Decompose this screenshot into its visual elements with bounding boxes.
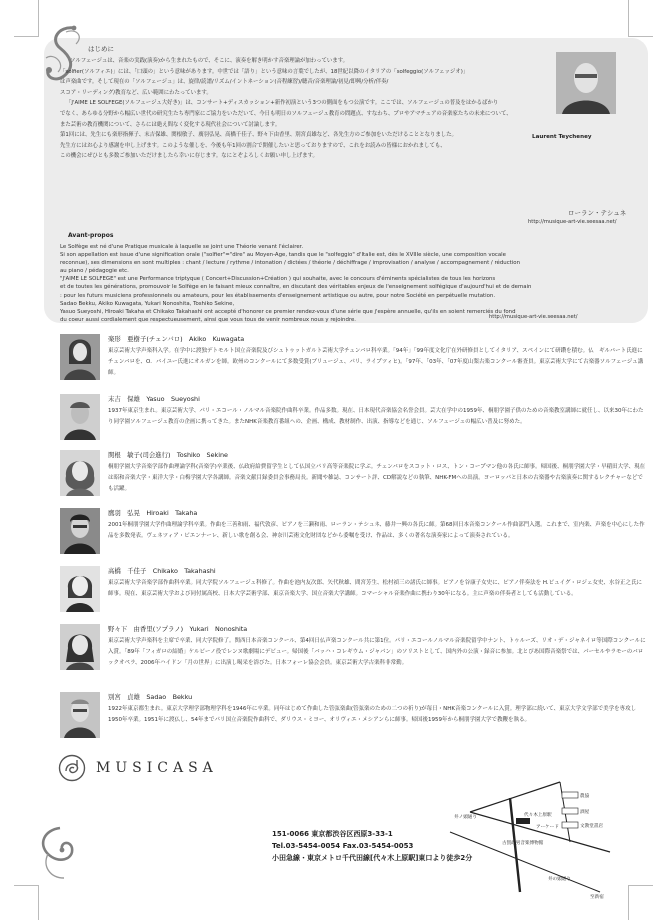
bio-entry [60,624,646,682]
intro-paragraph: また芸術の教育機関について、さらには絶え間なく変化する現代社会について討論します。 [60,121,281,128]
person-bio: 1937年東京生まれ。東京芸術大学、パリ・エコール・ノルマル音楽院作曲科卒業。作品多数。現在、日本現代音楽協会名誉会員。芸大在学中の1959年、桐朋学園子供のための音楽教室講師に就任し、以来30年にわたり同学園ソルフェージュ教育の企画に携ってきた。またNHK音楽教育番組への、企画、構成、教材制作、出演、指導などを通じ、ソルフェージュの幅広い普及に努めた。 [108,408,644,425]
map-label: 酒屋 [580,810,590,815]
avant-propos-paragraph: Sadao Bekku, Akiko Kuwagata, Yukari Nonoshita, Toshiko Sekine, [60,300,235,307]
author-portrait [556,52,616,114]
avant-propos-paragraph: : pour les futurs musiciens professionnels ou amateurs, pour les établissements d'enseignement artistique ou autre, pour notre Société en perpétuelle mutation. [60,292,496,299]
intro-paragraph: 「J'AIME LE SOLFEGE(ソルフェージュ大好き)」は、コンサート+ディスカッション+新作初演という3つの側面をもつ公演です。ここでは、ソルフェージュの普及をはかるばかり [66,100,499,107]
crop-mark [14,885,39,920]
map-label: 農協 [580,794,590,799]
map-label: 至新宿 [590,895,604,900]
address-line: Tel.03-5454-0054 Fax.03-5454-0053 [272,842,414,851]
map-label: アーケード [536,825,559,830]
avant-propos-paragraph: Le Solfège est né d'une Pratique musicale à laquelle se joint une Théorie venant l'éclairer. [60,244,304,250]
avant-propos-paragraph: reconnue), ses dimensions en sont multiples : chant / lecture / rythme / intonation / dictées / théorie / déchiffrage / improvisation / analyse / accompagnement / réduction [60,260,521,267]
map-label: 文教堂書店 [580,824,603,829]
person-photo [60,450,100,496]
person-name: 末吉 保雄 Yasuo Sueyoshi [108,395,200,403]
crop-mark [628,0,653,37]
signature-jp: ローラン・テシュネ [568,209,627,217]
bio-entry [60,566,646,624]
intro-paragraph: 第1回には、先生にも楽形指揮子、末吉保雄、関根敏子、廣羽弘晃、高橋千佳子、野々下由香里、別宮貞雄など、各先生方のご参加をいただけることとなりました。 [60,132,457,139]
person-name: 別宮 貞雄 Sadao Bekku [108,693,193,701]
intro-paragraph: でなく、あらゆる分野から幅広い世代の研究生たち専門家にご協力をいただいて、今日も明日のソルフェージュ教育の問題点、すなわち、プロやアマチュアの音楽家たちの未来について、 [60,110,512,117]
address-line: 小田急線・東京メトロ千代田線[代々木上原駅]東口より徒歩2分 [272,854,473,863]
bio-entry [60,692,646,750]
person-bio: 東京芸術大学声楽科を主席で卒業、同大学院修了。関西日本音楽コンクール、第4回日仏声楽コンクール共に第1位。パリ・エコールノルマル音楽院留学中ナント、トゥルーズ、リオ・デ・ジャネイロ等国際コンクールに入賞。「89年「フィガロの結婚」ケルビーノ役でレンヌ歌劇場にデビュー。帰国後「バッハ・コレギウム・ジャパン」のソリストとして、国内外の公演・録音に参加。北とぴあ国際音楽祭では、パーセルやラモーのバロックオペラ、2006年ハイドン「月の世界」に出演し喝采を浴びた。日本フォーレ協会会員。東京芸術大学古楽科非常勤。 [108,638,646,666]
intro-paragraph: 先生方にはお心より感謝を申し上げます。このような催しを、今後も年1回の割合で開催したいと思っておりますので、これをお読みの皆様におかれましても、 [60,142,446,149]
map-label: 井ノ頭通り [454,815,477,820]
intro-paragraph: スコア・リーディング/教育など、広い範囲にわたっています。 [60,89,212,96]
person-photo [60,334,100,380]
person-name: 関根 敏子(司会進行) Toshiko Sekine [108,451,228,459]
avant-propos-paragraph: "J'AIME LE SOLFEGE" est une Performance triptyque ( Concert+Discussion+Création ) qui souhaite, avec le concours d'éminents spécialistes de tous les horizons [60,276,496,283]
intro-paragraph: は声楽曲です。そして現在の「ソルフェージュ」は、旋律/読譜/リズム/イントネーション(音程練習)/聴音/音楽理論/初見/即興/分析/伴奏/ [60,79,389,86]
bio-entry [60,334,646,392]
signature-name: Laurent Teycheney [532,134,592,140]
person-photo [60,508,100,554]
avant-propos-paragraph: Si son appellation est issue d'une signification orale ("solfier"="dire" au Moyen-Age, tandis que le "solfeggio" d'Italie est, dès le XVIIIe siècle, une composition vocale [60,252,506,259]
map-label: 代々木上原駅 [524,813,552,818]
avant-propos-paragraph: du coeur aussi cordialement que respectueusement, ainsi que vous tous de venir nombreux nous y rejoindre. [60,316,356,323]
person-bio: 1922年東京都生まれ。東京大学理学部物理学科を1946年に卒業。同年はじめて作曲した管弦楽曲(管弦楽のための二つの祈り)が毎日・NHK音楽コンクールに入賞。理学部に続いて、東京大学文学部で美学を専攻し1950年卒業。1951年に渡仏し、54年までパリ国立音楽院作曲科で、ダリウス・ミヨー、オリヴィエ・メシアンらに師事。帰国後1959年から桐朋学園大学で教鞭を執る。 [108,706,637,723]
avant-propos-paragraph: au piano / pédagogie etc. [60,268,129,275]
person-name: 鷹羽 弘晃 Hiroaki Takaha [108,509,198,517]
person-photo [60,624,100,670]
intro-paragraph: ソルフェージュは、音楽の実践(演奏)から生まれたもので、そこに、演奏を解き明かす音楽理論が加わっています。 [70,58,349,64]
person-name: 楽形 亜樹子(チェンバロ) Akiko Kuwagata [108,335,245,343]
logo-text: MUSICASA [96,760,218,776]
person-name: 野々下 由香里(ソプラノ) Yukari Nonoshita [108,625,248,633]
person-photo [60,394,100,440]
crop-mark [628,885,653,920]
avant-propos-paragraph: et de toutes les générations, promouvoir le Solfège en le faisant mieux connaître, en discutant des véritables enjeux de l'enseignement solfégique d'aujourd'hui et de demain [60,284,532,291]
person-name: 高橋 千佳子 Chikako Takahashi [108,567,216,575]
bio-entry [60,450,646,508]
address-line: 151-0066 東京都渋谷区西原3-33-1 [272,830,393,838]
intro-url: http://musique-art-vie.seesaa.net/ [528,219,617,225]
map-label: 井の頭通り [548,877,571,882]
bio-entry [60,508,646,566]
access-map [440,772,620,902]
avant-propos-paragraph: Yasuo Sueyoshi, Hiroaki Takaha et Chikako Takahashi ont accepté d'honorer ce premier rendez-vous d'une série que j'espère annuelle, qu'ils en soient remerciés du fond [60,308,516,315]
person-bio: 桐朋学園大学音楽学部作曲理論学科(音楽学)卒業後、仏政府給費留学生として仏国立パリ高等音楽院に学ぶ。チェンバロをスコット・ロス、トン・コープマン他の各氏に師事。帰国後、桐朋学園大学・早稲田大学、現在は昭和音楽大学・東洋大学・白梅学園大学各講師。音楽文献目録委員会事務局長。新聞や雑誌、コンサート評、CD解説などの執筆、NHK-FMへの出演。ヨーロッパと日本の古楽器や古楽演奏に関するレクチャーなどでも活躍。 [108,464,646,492]
person-photo [60,692,100,738]
avant-propos-heading: Avant-propos [68,232,114,239]
person-bio: 東京芸術大学音楽学部作曲科卒業。同大学院ソルフェージュ科修了。作曲を池内友次郎、矢代秋雄、間宮芳生、松村禎三の諸氏に師事。ピアノを谷康子女史に、ピアノ伴奏法を H.ビュイグ・ロジェ女史、水谷正之氏に師事。現在、東京芸術大学および同付属高校、日本大学芸術学部、東京音楽大学、国立音楽大学講師。コマーシャル音楽作曲に携わり30年になる。主に声楽の伴奏者としても活動している。 [108,580,642,597]
intro-body [60,56,550,162]
intro-heading: はじめに [88,45,114,53]
person-bio: 東京芸術大学声楽科入学。在学中に渡独デトモルト国立音楽院及びシュトゥットガルト芸術大学チェンバロ科卒業。「94年」「99年度文化庁在外研修員としてイタリア、スペインにて研鑽を積む。仏 ギルバート氏進にチェンバロを、O．バイユー氏進にオルガンを師。欧州のコンクールにて多数受賞(ブリュージュ、パリ、ライプツィヒ)。「97年、「03年、「07年度山梨古楽コンクール審査員。東京芸術大学にて古楽器ソルフェージュ講師。 [108,348,644,376]
intro-paragraph: 「solfier(ソルフィエ)」には、「口頭の」という意味があります。中世では「語り」という意味の言葉でしたが、18世紀以降のイタリアの「solfeggio(ソルフェッジオ)」 [60,68,469,75]
bio-entry [60,394,646,452]
avant-propos-url: http://musique-art-vie.seesaa.net/ [489,314,578,320]
person-photo [60,566,100,612]
avant-propos-body [60,243,620,324]
ornament-swirl-icon [30,822,90,884]
map-label: 古賀政男音楽博物館 [502,841,544,846]
musicasa-logo-icon [58,754,86,782]
intro-paragraph: この機会にぜひとも多数ご参加いただけましたら幸いに存じます。なにとぞよろしくお願い申し上げます。 [60,153,318,160]
person-bio: 2001年桐朋学園大学作曲理論学科卒業。作曲を三善和雨、福代敦彦、ピアノを三瀬和雨、ローラン・テシュネ、藤井一興の各氏に師。第68回日本音楽コンクール作曲部門入選。これまで、室内楽、声楽を中心にした作品を多数発表。ヴェネツィア・ビエンナーレ、新しい歌を創る会、神奈川芸術文化財団などから委嘱を受け、作品は、多くの著名な演奏家によって演奏されている。 [108,522,645,539]
